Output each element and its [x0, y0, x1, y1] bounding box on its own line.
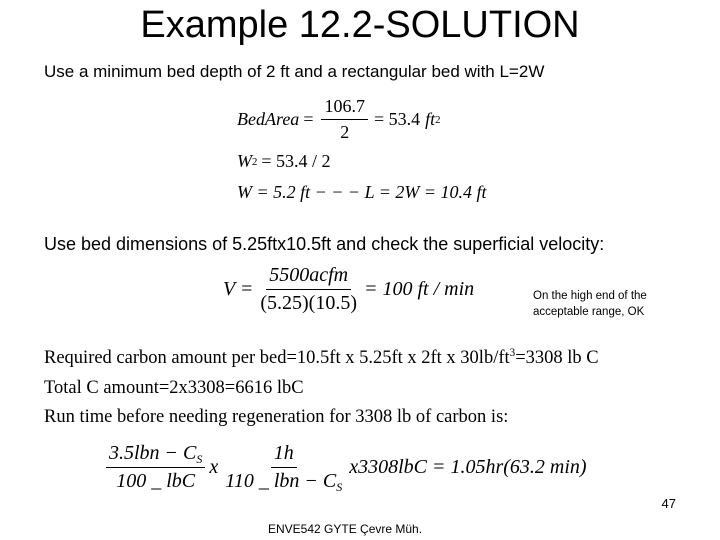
- carbon-amount-line: [44, 348, 599, 369]
- run-time-fraction-1: [106, 442, 205, 493]
- w-equation: [237, 182, 487, 203]
- run-time-fraction-2-numerator: 1h: [271, 442, 297, 468]
- velocity-note: On the high end of the acceptable range, OK: [533, 290, 647, 318]
- velocity-fraction: [257, 264, 360, 315]
- velocity-lhs: V =: [223, 278, 254, 300]
- run-time-fraction-1-numerator-sub: S: [196, 452, 203, 467]
- intro-text: Use a minimum bed depth of 2 ft and a rectangular bed with L=2W: [44, 62, 545, 81]
- run-time-fraction-1-numerator: [106, 442, 205, 468]
- run-time-fraction-2-denominator-sub: S: [336, 480, 343, 495]
- bed-area-numerator: 106.7: [321, 96, 368, 120]
- run-time-line: Run time before needing regeneration for 3308 lb of carbon is:: [44, 407, 509, 427]
- w-equation-text: W = 5.2 ft − − − L = 2W = 10.4 ft: [237, 182, 487, 202]
- velocity-numerator: 5500acfm: [266, 264, 351, 290]
- carbon-amount-result: =3308 lb C: [515, 348, 599, 368]
- run-time-result: x3308lbC = 1.05hr(63.2 min): [349, 456, 587, 478]
- bed-area-unit: ft: [425, 109, 436, 129]
- bed-area-lhs: BedArea: [237, 109, 300, 129]
- carbon-amount-exponent: 3: [509, 346, 516, 359]
- bed-area-equation: BedArea = $\frac{106.7}{2}$ = 53.4 ft 2: [237, 96, 441, 142]
- bed-area-fraction: [321, 96, 368, 143]
- bed-area-equals: =: [303, 109, 314, 129]
- bed-area-denominator: 2: [340, 122, 350, 142]
- run-time-fraction-2-denominator-text: 110 _ lbn − C: [225, 470, 337, 492]
- velocity-equation: [223, 264, 474, 315]
- velocity-denominator: (5.25)(10.5): [260, 292, 357, 314]
- run-time-fraction-2-denominator: [222, 468, 345, 493]
- carbon-amount-text: Required carbon amount per bed=10.5ft x 5.25ft x 2ft x 30lb/ft: [44, 348, 510, 368]
- run-time-fraction-1-numerator-text: 3.5lbn − C: [109, 442, 197, 464]
- slide-title: Example 12.2-SOLUTION: [140, 4, 580, 46]
- bed-dimensions-text: Use bed dimensions of 5.25ftx10.5ft and check the superficial velocity:: [44, 234, 605, 254]
- run-time-fraction-1-denominator: 100 _ lbC: [116, 470, 196, 492]
- bed-area-result: = 53.4: [373, 109, 421, 129]
- run-time-equation: [102, 442, 587, 493]
- run-time-times: x: [209, 456, 219, 478]
- footer-text: ENVE542 GYTE Çevre Müh.: [268, 522, 423, 536]
- w-squared-equation: W 2 = 53.4 / 2: [237, 151, 331, 171]
- run-time-fraction-2: [222, 442, 345, 493]
- total-carbon-line: Total C amount=2x3308=6616 lbC: [44, 378, 304, 398]
- page-number: 47: [661, 496, 676, 511]
- w-squared-var: W: [237, 151, 252, 171]
- velocity-result: = 100 ft / min: [364, 278, 475, 300]
- w-squared-rhs: = 53.4 / 2: [261, 151, 331, 171]
